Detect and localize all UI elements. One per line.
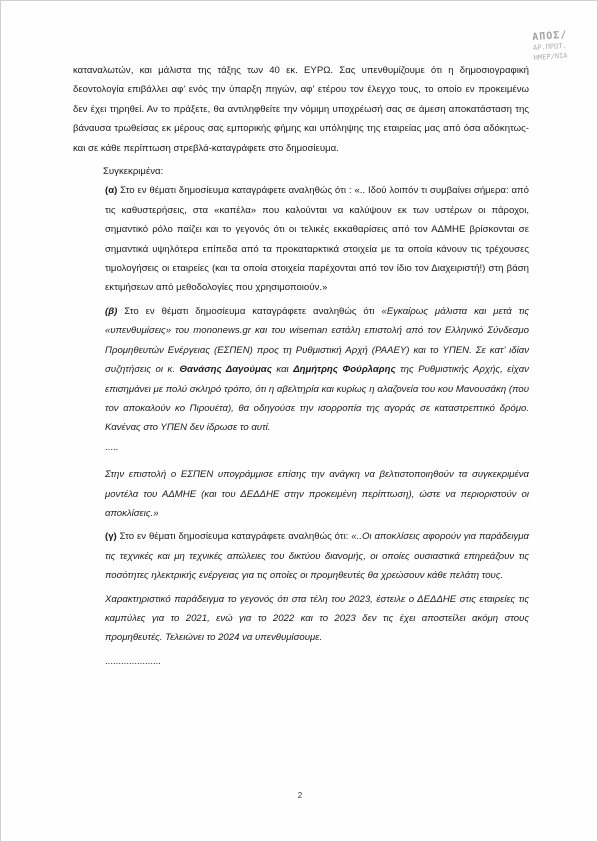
page-number: 2 [297, 791, 303, 800]
stamp-line-2: ΑΡ.ΠΡΩΤ. [532, 41, 568, 53]
section-c-example: Χαρακτηριστικό παράδειγμα το γεγονός ότι στα τέλη του 2023, έστειλε ο ΔΕΔΔΗΕ στις εταιρείες τις καμπύλες για το 2021, ενώ για το 2022 και το 2023 δεν τις έχει αποστείλει ακόμη στους προμηθευτές. Τελειώνει το 2024 να υπενθυμίσουμε. [105, 593, 529, 644]
section-a-label: (α) [105, 185, 118, 197]
specifically-heading: Συγκεκριμένα: [103, 166, 164, 178]
section-b [73, 302, 529, 523]
section-b-name-2: Δημήτρης Φούρλαρης [293, 364, 396, 376]
section-b-label: (β) [105, 305, 118, 317]
section-a-text: Στο εν θέματι δημοσίευμα καταγράφετε αναληθώς ότι : «.. Ιδού λοιπόν τι συμβαίνει σήμερα: από τις καθυστερήσεις, στα «καπέλα» που καλούνται να καλύψουν εκ των υστέρων οι πάροχοι, σημαντικό ρόλο παίζει και το γεγονός ότι οι τελικές εκκαθαρίσεις από τον ΑΔΜΗΕ βρίσκονται σε σημαντικά υψηλότερα επίπεδα από τα προκαταρκτικά στοιχεία με τα οποία κάνουν τις τρέχουσες τιμολογήσεις οι εταιρείες (και τα οποία στοιχεία παρέχονται από τον ίδιο τον Διαχειριστή!) στη βάση εκτιμήσεων από μεθοδολογίες που χρησιμοποιούν.» [105, 185, 529, 294]
section-b-name-1: Θανάσης Δαγούμας [179, 364, 272, 376]
section-b-ellipsis: ..... [105, 441, 119, 453]
document-body [73, 61, 529, 671]
section-b-quote-cont: της Ρυθμιστικής Αρχής, είχαν επισημάνει με πολύ σκληρό τρόπο, ότι η αβελτηρία και κυρίως η αλαζονεία του κου Μανουσάκη (που τον αποκαλούν κο Πιρουέτα), θα οδηγούσε την ισορροπία της αγοράς σε καταστρεπτικό δρόμο. Κανένας στο ΥΠΕΝ δεν ίδρωσε το αυτί. [105, 364, 529, 434]
section-c [73, 527, 529, 671]
section-c-label: (γ) [105, 531, 117, 543]
stamp-line-1: ΑΠΟΣ/ [531, 29, 568, 44]
section-c-ellipsis: ..................... [105, 655, 161, 667]
received-stamp [532, 29, 594, 91]
section-a [73, 181, 529, 297]
section-b-letter-text: Στην επιστολή ο ΕΣΠΕΝ υπογράμμισε επίσης την ανάγκη να βελτιστοποιηθούν τα συγκεκριμένα μοντέλα του ΑΔΜΗΕ (και του ΔΕΔΔΗΕ στην προκειμένη περίπτωση), ώστε να περιοριστούν οι αποκλίσεις.» [105, 469, 529, 519]
section-b-and: και [271, 364, 294, 376]
paragraph-continuation: καταναλωτών, και μάλιστα της τάξης των 40 εκ. ΕΥΡΩ. Σας υπενθυμίζουμε ότι η δημοσιογραφική δεοντολογία επιβάλλει αφ’ ενός την ύπαρξη πηγών, αφ’ ετέρου τον έλεγχο τους, το οποίο εν προκειμένω δεν έχει τηρηθεί. Αν το πράξετε, θα αντιληφθείτε την νόμιμη υποχρέωσή σας σε άμεση αποκατάσταση της βάναυσα τρωθείσας εκ μέρους σας εμπορικής φήμης και υπόληψης της εταιρείας μας από όσα αδόκητως-και σε κάθε περίπτωση στρεβλά-καταγράφετε στο δημοσίευμα. [73, 65, 529, 154]
section-b-quote: «Εγκαίρως μάλιστα και μετά τις «υπενθυμίσεις» του mononews.gr και του wiseman εστάλη επιστολή από τον Ελληνικό Σύνδεσμο Προμηθευτών Ενέργειας (ΕΣΠΕΝ) προς τη Ρυθμιστική Αρχή (ΡΑΑΕΥ) και το ΥΠΕΝ. Σε κατ’ ιδίαν συζητήσεις οι κ. [105, 305, 529, 376]
section-c-intro: Στο εν θέματι δημοσίευμα καταγράφετε αναληθώς ότι: [116, 531, 352, 543]
section-c-quote: «..Οι αποκλίσεις αφορούν για παράδειγμα τις τεχνικές και μη τεχνικές απώλειες του δικτύου διανομής, οι οποίες ουσιαστικά επηρεάζουν τις ποσότητες ηλεκτρικής ενέργειας για τις οποίες οι προμηθευτές θα χρεώσουν κάθε πελάτη τους. [105, 531, 529, 582]
section-b-intro: Στο εν θέματι δημοσίευμα καταγράφετε αναληθώς ότι [117, 305, 382, 317]
stamp-line-3: ΗΜΕΡ/ΝΙΑ [533, 51, 568, 63]
